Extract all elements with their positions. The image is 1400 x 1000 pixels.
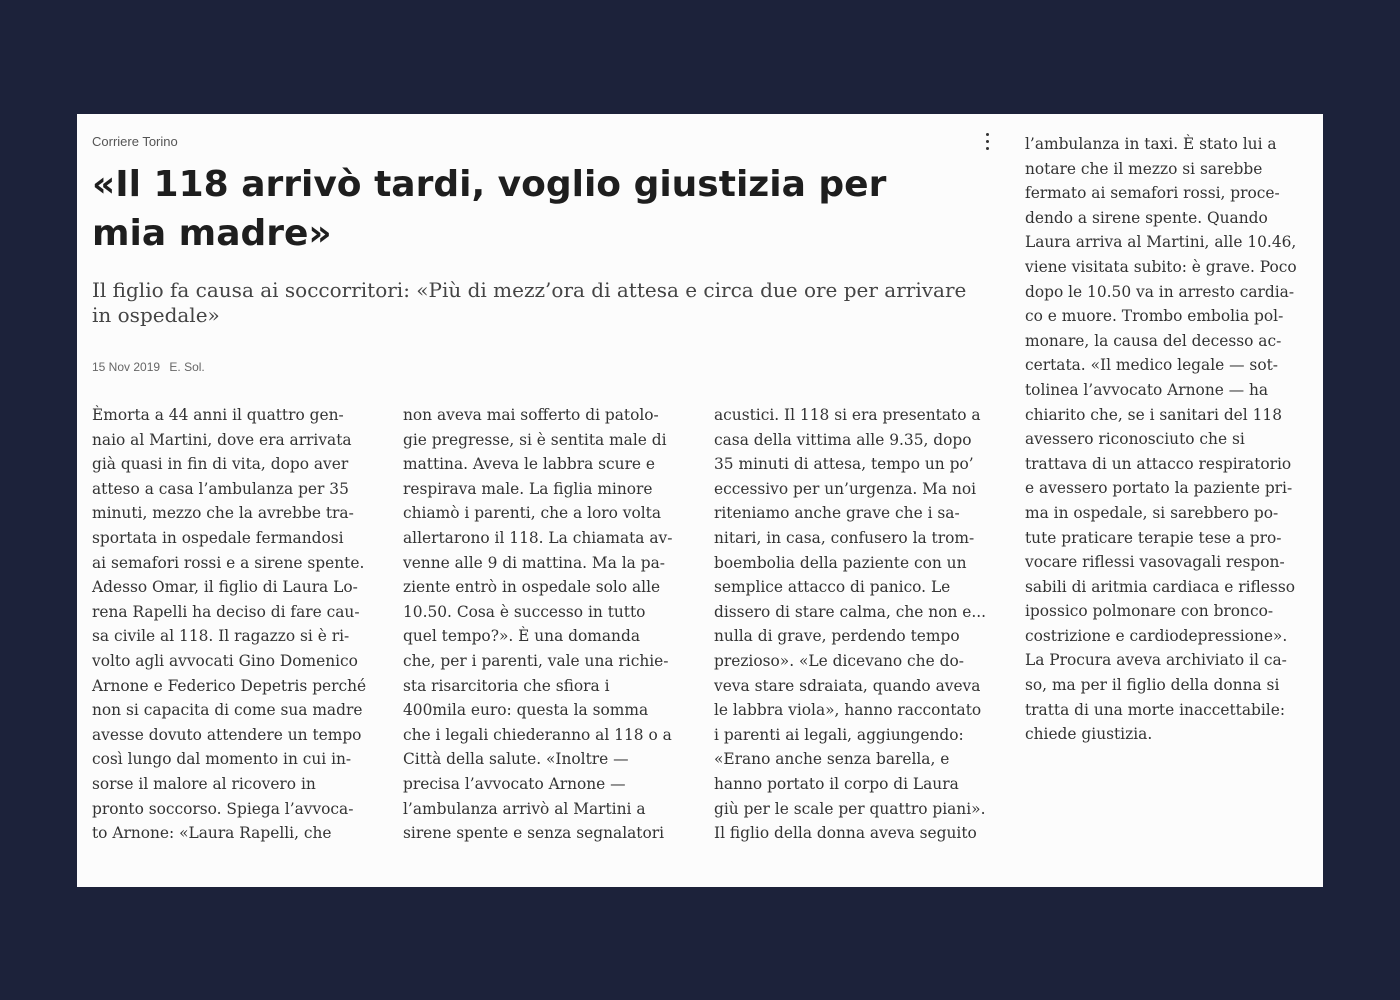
article-text-line: acustici. Il 118 si era presentato a	[714, 406, 981, 424]
article-text-line: che, per i parenti, vale una richie-	[403, 651, 669, 670]
article-text-line: casa della vittima alle 9.35, dopo	[714, 430, 972, 449]
article-text-line: co e muore. Trombo embolia pol-	[1025, 307, 1284, 326]
article-text-line: Il figlio della donna aveva seguito	[714, 824, 977, 843]
article-text-line: pronto soccorso. Spiega l’avvoca-	[92, 799, 354, 818]
article-text-line: così lungo dal momento in cui in-	[92, 750, 352, 769]
article-reader-panel	[77, 114, 1323, 887]
article-text-line: l’ambulanza arrivò al Martini a	[403, 799, 646, 818]
article-text-line: già quasi in fin di vita, dopo aver	[92, 455, 349, 474]
article-text-line: so, ma per il figlio della donna si	[1025, 676, 1280, 695]
article-text-line: viene visitata subito: è grave. Poco	[1025, 257, 1297, 276]
article-text-line: quel tempo?». È una domanda	[403, 627, 640, 646]
article-text-line: sabili di aritmia cardiaca e riflesso	[1025, 577, 1295, 596]
article-text-line: to Arnone: «Laura Rapelli, che	[92, 824, 332, 843]
article-text-line: gie pregresse, si è sentita male di	[403, 430, 667, 449]
article-text-line: chiarito che, se i sanitari del 118	[1025, 405, 1282, 424]
article-text-line: monare, la causa del decesso ac-	[1025, 331, 1282, 350]
article-date: 15 Nov 2019	[92, 360, 161, 374]
article-text-line: Arnone e Federico Depetris perché	[92, 676, 367, 695]
article-text-line: Adesso Omar, il figlio di Laura Lo-	[92, 578, 358, 597]
article-text-line: giù per le scale per quattro piani».	[714, 799, 986, 818]
article-column-3	[714, 403, 999, 846]
article-text-line: venne alle 9 di mattina. Ma la pa-	[403, 553, 665, 572]
article-text-line: precisa l’avvocato Arnone —	[403, 774, 626, 793]
article-text-line: mattina. Aveva le labbra scure e	[403, 455, 656, 474]
article-text-line: rena Rapelli ha deciso di fare cau-	[92, 602, 360, 621]
article-text-line: naio al Martini, dove era arrivata	[92, 430, 352, 449]
article-subtitle: Il figlio fa causa ai soccorritori: «Più di mezz’ora di attesa e circa due ore per arrivare in ospedale»	[92, 278, 967, 327]
article-text-line: chiamò i parenti, che a loro volta	[403, 504, 662, 523]
more-options-button[interactable]	[977, 130, 999, 154]
article-text-line: vocare riflessi vasovagali respon-	[1025, 553, 1285, 572]
article-text-line: Laura arriva al Martini, alle 10.46,	[1025, 233, 1297, 252]
article-text-line: che i legali chiederanno al 118 o a	[403, 725, 672, 744]
article-text-line: sta risarcitoria che sfiora i	[403, 676, 610, 695]
article-title: «Il 118 arrivò tardi, voglio giustizia per mia madre»	[92, 164, 887, 254]
article-text-line: respirava male. La figlia minore	[403, 479, 653, 498]
article-text-line: dissero di stare calma, che non e...	[714, 602, 987, 621]
article-column-2	[403, 403, 688, 846]
article-text-line: non si capacita di come sua madre	[92, 701, 363, 720]
article-text-line: dopo le 10.50 va in arresto cardia-	[1025, 282, 1295, 301]
article-text-line: riteniamo anche grave che i sa-	[714, 504, 960, 523]
article-text-line: tute praticare terapie tese a pro-	[1025, 528, 1282, 547]
article-text-line: La Procura aveva archiviato il ca-	[1025, 651, 1287, 670]
article-text-line: trattava di un attacco respiratorio	[1025, 454, 1292, 473]
article-text-line: ziente entrò in ospedale solo alle	[403, 578, 661, 597]
article-text-line: non aveva mai sofferto di patolo-	[403, 406, 659, 424]
article-text-line: atteso a casa l’ambulanza per 35	[92, 479, 349, 498]
article-author: E. Sol.	[169, 360, 205, 374]
article-text-line: nitari, in casa, confusero la trom-	[714, 528, 975, 547]
article-text-line: boembolia della paziente con un	[714, 553, 967, 572]
article-text-line: sorse il malore al ricovero in	[92, 774, 316, 793]
article-text-line: le labbra viola», hanno raccontato	[714, 701, 982, 720]
article-text-line: 400mila euro: questa la somma	[403, 701, 649, 720]
article-text-line: certata. «Il medico legale — sot-	[1025, 356, 1278, 375]
article-text-line: costrizione e cardiodepressione».	[1025, 626, 1288, 645]
article-text-line: minuti, mezzo che la avrebbe tra-	[92, 504, 354, 523]
article-meta	[92, 360, 211, 374]
article-text-line: dendo a sirene spente. Quando	[1025, 208, 1268, 227]
article-text-line: allertarono il 118. La chiamata av-	[403, 528, 673, 547]
source-name: Corriere Torino	[92, 134, 178, 149]
article-text-line: avessero riconosciuto che si	[1025, 430, 1245, 449]
article-column-1	[92, 403, 377, 846]
article-text-line: l’ambulanza in taxi. È stato lui a	[1025, 135, 1277, 153]
article-text-line: 10.50. Cosa è successo in tutto	[403, 602, 646, 621]
article-text-line: 35 minuti di attesa, tempo un po’	[714, 455, 974, 474]
article-text-line: «Erano anche senza barella, e	[714, 750, 950, 769]
article-text-line: sportata in ospedale fermandosi	[92, 528, 344, 547]
article-text-line: prezioso». «Le dicevano che do-	[714, 651, 964, 670]
article-text-line: ai semafori rossi e a sirene spente.	[92, 553, 365, 572]
article-text-line: ma in ospedale, si sarebbero po-	[1025, 503, 1279, 522]
article-text-line: volto agli avvocati Gino Domenico	[92, 651, 358, 670]
article-text-line: e avessero portato la paziente pri-	[1025, 479, 1293, 498]
article-text-line: Città della salute. «Inoltre —	[403, 750, 629, 769]
article-text-line: chiede giustizia.	[1025, 725, 1153, 744]
article-text-line: veva stare sdraiata, quando aveva	[714, 676, 981, 695]
article-text-line: sa civile al 118. Il ragazzo si è ri-	[92, 627, 350, 646]
article-text-line: notare che il mezzo si sarebbe	[1025, 159, 1263, 178]
article-text-line: nulla di grave, perdendo tempo	[714, 627, 960, 646]
article-text-line: tolinea l’avvocato Arnone — ha	[1025, 380, 1269, 399]
article-text-line: tratta di una morte inaccettabile:	[1025, 700, 1286, 719]
article-text-line: ipossico polmonare con bronco-	[1025, 602, 1274, 621]
article-text-line: sirene spente e senza segnalatori	[403, 824, 665, 843]
article-text-line: semplice attacco di panico. Le	[714, 578, 951, 597]
article-text-line: i parenti ai legali, aggiungendo:	[714, 725, 964, 744]
article-text-line: fermato ai semafori rossi, proce-	[1025, 184, 1280, 203]
article-text-line: hanno portato il corpo di Laura	[714, 774, 959, 793]
article-column-4	[1025, 132, 1310, 747]
article-text-line: eccessivo per un’urgenza. Ma noi	[714, 479, 977, 498]
article-text-line: avesse dovuto attendere un tempo	[92, 725, 362, 744]
article-text-line: Èmorta a 44 anni il quattro gen-	[92, 406, 344, 424]
